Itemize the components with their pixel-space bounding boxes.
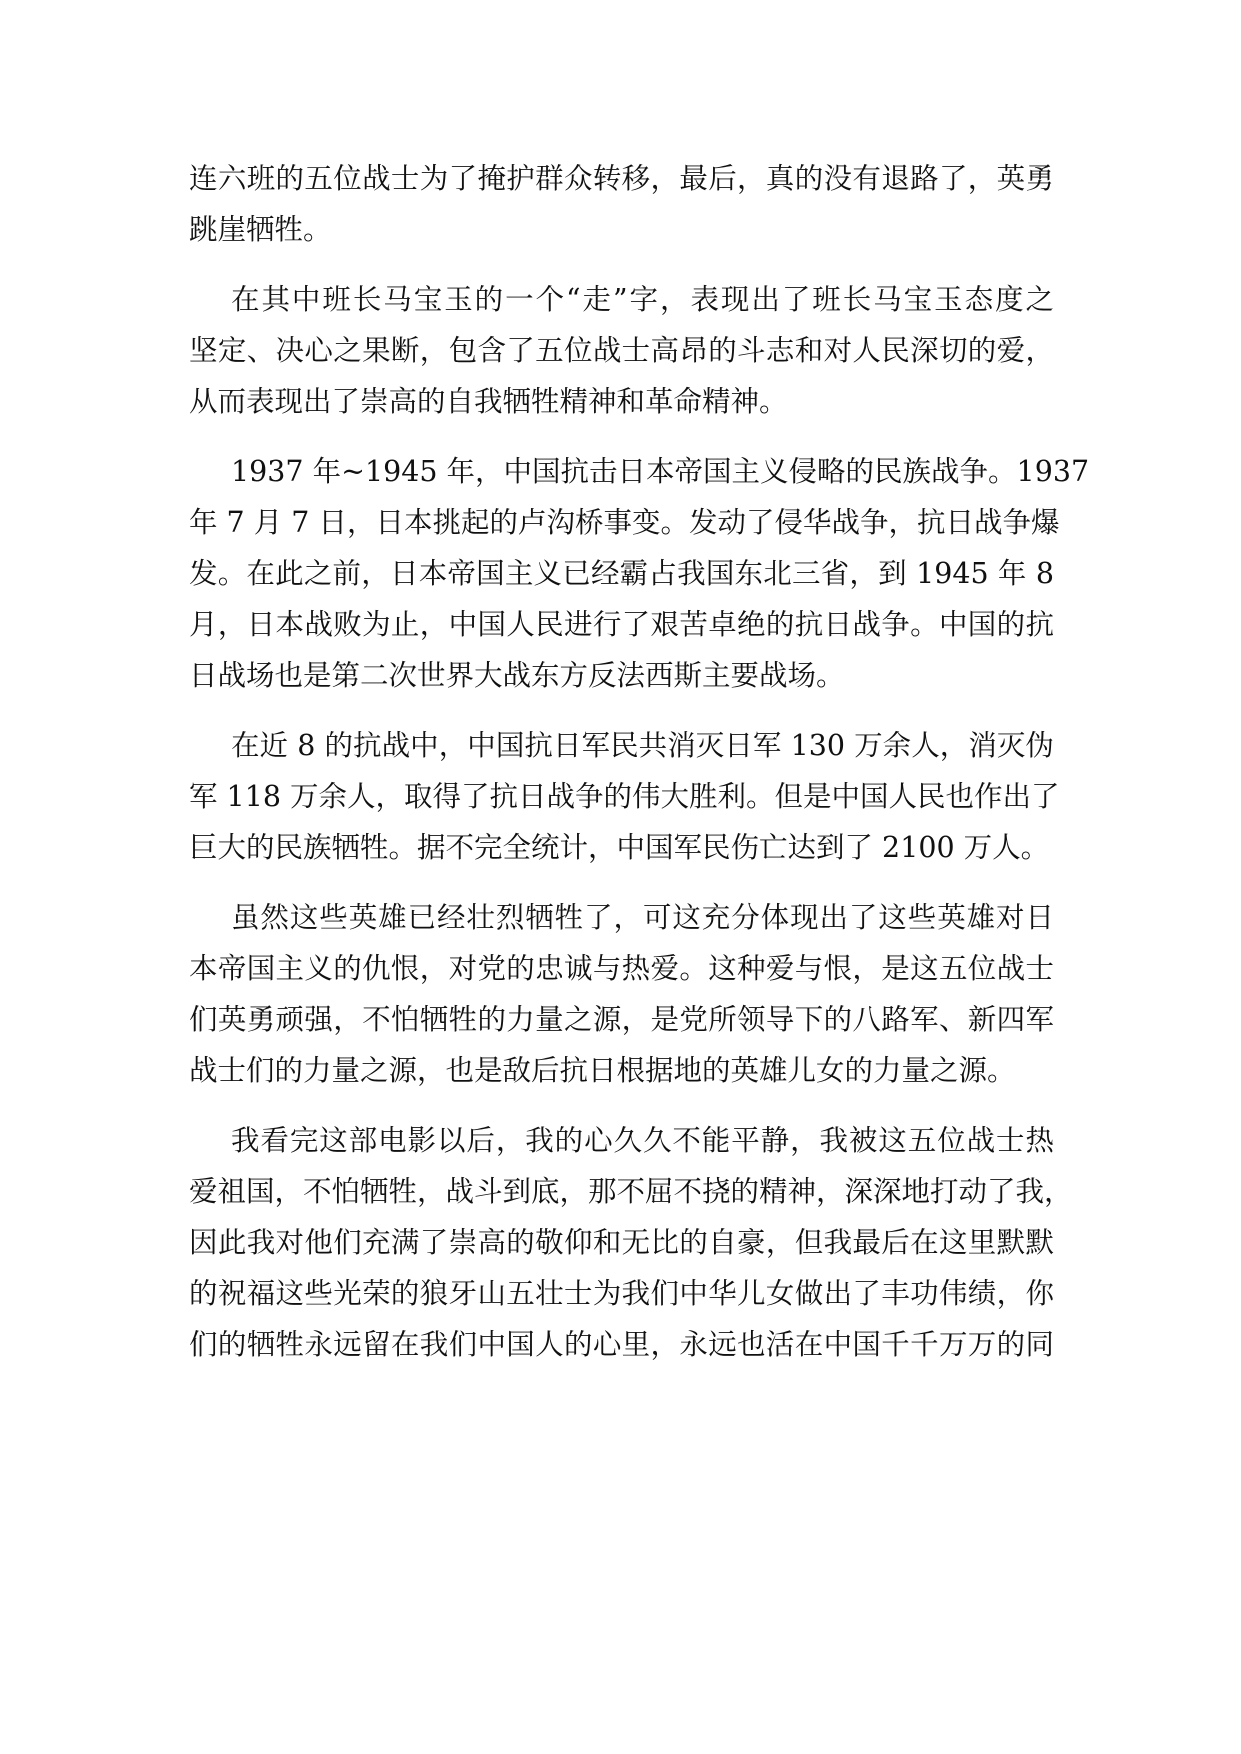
text-line: 本帝国主义的仇恨，对党的忠诚与热爱。这种爱与恨，是这五位战士 <box>189 952 1054 985</box>
body-text <box>189 153 1090 1370</box>
text-line: 日战场也是第二次世界大战东方反法西斯主要战场。 <box>189 659 845 692</box>
paragraph-2 <box>189 274 1054 427</box>
text-line: 我看完这部电影以后，我的心久久不能平静，我被这五位战士热 <box>231 1124 1054 1157</box>
text-line: 年 7 月 7 日，日本挑起的卢沟桥事变。发动了侵华战争，抗日战争爆 <box>189 506 1060 539</box>
paragraph-3 <box>189 446 1090 701</box>
text-line: 爱祖国，不怕牺牲，战斗到底，那不屈不挠的精神，深深地打动了我， <box>189 1175 1073 1208</box>
paragraph-5 <box>189 892 1054 1096</box>
text-line: 发。在此之前，日本帝国主义已经霸占我国东北三省，到 1945 年 8 <box>189 557 1054 590</box>
paragraph-6 <box>189 1115 1073 1370</box>
text-line: 坚定、决心之果断，包含了五位战士高昂的斗志和对人民深切的爱， <box>189 334 1054 367</box>
text-line: 虽然这些英雄已经壮烈牺牲了，可这充分体现出了这些英雄对日 <box>231 901 1054 934</box>
text-line: 巨大的民族牺牲。据不完全统计，中国军民伤亡达到了 2100 万人。 <box>189 831 1050 864</box>
text-line: 跳崖牺牲。 <box>189 213 332 246</box>
text-line: 的祝福这些光荣的狼牙山五壮士为我们中华儿女做出了丰功伟绩，你 <box>189 1277 1054 1310</box>
text-line: 连六班的五位战士为了掩护群众转移，最后，真的没有退路了，英勇 <box>189 162 1054 195</box>
text-line: 因此我对他们充满了崇高的敬仰和无比的自豪，但我最后在这里默默 <box>189 1226 1054 1259</box>
paragraph-1 <box>189 153 1054 255</box>
text-line: 战士们的力量之源，也是敌后抗日根据地的英雄儿女的力量之源。 <box>189 1054 1016 1087</box>
text-line: 军 118 万余人，取得了抗日战争的伟大胜利。但是中国人民也作出了 <box>189 780 1060 813</box>
text-line: 月，日本战败为止，中国人民进行了艰苦卓绝的抗日战争。中国的抗 <box>189 608 1054 641</box>
text-line: 从而表现出了崇高的自我牺牲精神和革命精神。 <box>189 385 788 418</box>
paragraph-4 <box>189 720 1060 873</box>
text-line: 们英勇顽强，不怕牺牲的力量之源，是党所领导下的八路军、新四军 <box>189 1003 1054 1036</box>
text-line: 在其中班长马宝玉的一个“走”字，表现出了班长马宝玉态度之 <box>231 283 1054 316</box>
text-line: 在近 8 的抗战中，中国抗日军民共消灭日军 130 万余人，消灭伪 <box>231 729 1054 762</box>
text-line: 们的牺牲永远留在我们中国人的心里，永远也活在中国千千万万的同 <box>189 1328 1054 1361</box>
text-line: 1937 年~1945 年，中国抗击日本帝国主义侵略的民族战争。1937 <box>231 455 1090 488</box>
